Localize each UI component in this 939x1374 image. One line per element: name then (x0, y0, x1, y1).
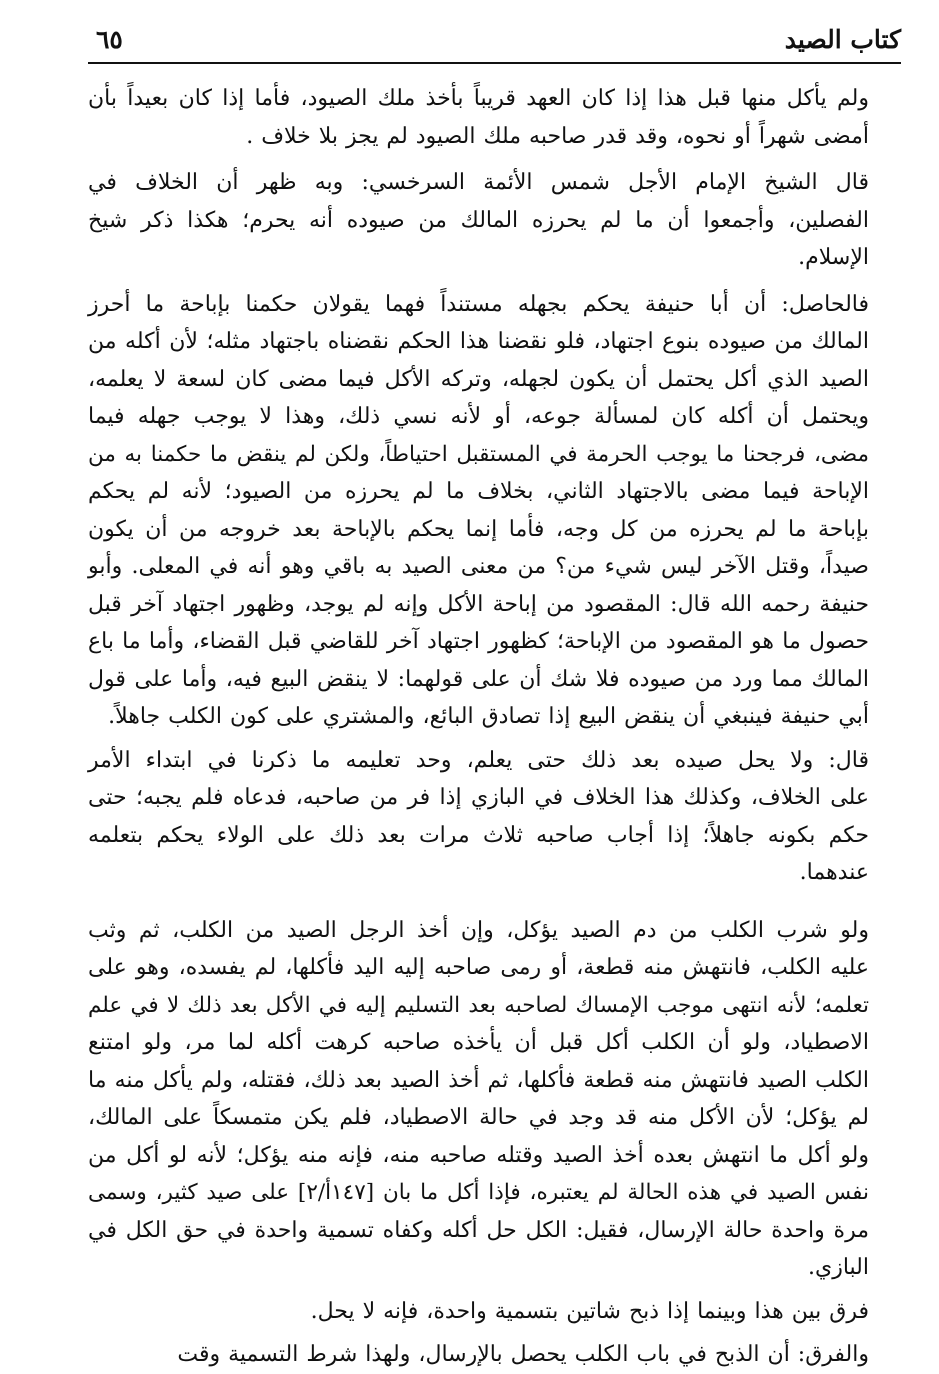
paragraph (88, 80, 901, 155)
text-line: الإباحة فيما مضى بالاجتهاد الثاني، بخلاف ما لم يحرزه من الصيود؛ لأنه لم يحكم (88, 479, 869, 504)
paragraph (88, 286, 901, 736)
text-line: الاصطياد، ولو أن الكلب أكل قبل أن يأخذه صاحبه كرهت أكله لما مر، ولو امتنع (88, 1030, 869, 1055)
text-line: حصول ما هو المقصود من الإباحة؛ كظهور اجتهاد آخر للقاضي قبل القضاء، وأما ما باع (88, 629, 869, 654)
text-line: أمضى شهراً أو نحوه، وقد قدر صاحبه ملك الصيود لم يجز بلا خلاف . (246, 123, 869, 149)
paragraph (88, 742, 901, 892)
paragraph (88, 1293, 901, 1331)
text-line: أبي حنيفة فينبغي أن ينقض البيع إذا تصادق البائع، والمشتري على كون الكلب جاهلاً. (108, 704, 869, 729)
text-line: عندهما. (799, 860, 869, 885)
text-line: صيداً، وقتل الآخر ليس شيء من؟ من معنى الصيد به باقي وهو أنه في المعلى. وأبو (88, 554, 869, 579)
text-line: بإباحة ما لم يحرزه من كل وجه، فأما إنما يحكم بالإباحة بعد خروجه من أن يكون (88, 516, 869, 542)
text-line: الفصلين، وأجمعوا أن ما لم يحرزه المالك من صيوده أنه يحرم؛ هكذا ذكر شيخ (88, 207, 869, 233)
paragraph (88, 912, 901, 1287)
text-line: على الخلاف، وكذلك هذا الخلاف في البازي إذا فر من صاحبه، فدعاه فلم يجبه؛ حتى (88, 785, 869, 810)
text-line: مرة واحدة حالة الإرسال، فقيل: الكل حل أكله وكفاه تسمية واحدة في حق الكل في (88, 1217, 869, 1243)
text-line: المالك من صيوده بنوع اجتهاد، فلو نقضنا هذا الحكم نقضناه باجتهاد مثله؛ لأن أكله من (88, 329, 869, 354)
text-line: فرق بين هذا وبينما إذا ذبح شاتين بتسمية واحدة، فإنه لا يحل. (310, 1298, 869, 1324)
text-line: تعلمه؛ لأنه انتهى موجب الإمساك لصاحبه بعد التسليم إليه في الأكل بعد ذلك لا في علم (88, 992, 869, 1018)
text-line: ولو شرب الكلب من دم الصيد يؤكل، وإن أخذ الرجل الصيد من الكلب، ثم وثب (88, 917, 869, 943)
text-line: ويحتمل أن أكله كان لمسألة جوعه، أو لأنه نسي ذلك، وهذا لا يوجب جهله فيما (88, 404, 869, 429)
text-line: قال الشيخ الإمام الأجل شمس الأئمة السرخسي: وبه ظهر أن الخلاف في (88, 170, 869, 195)
running-title: كتاب الصيد (784, 25, 901, 54)
text-line: حكم بكونه جاهلاً؛ إذا أجاب صاحبه ثلاث مرات بعد ذلك على الولاء يحكم بتعلمه (88, 822, 869, 848)
body-text (88, 80, 901, 1374)
text-line: ولم يأكل منها قبل هذا إذا كان العهد قريباً بأخذ ملك الصيود، فأما إذا كان بعيداً بأن (88, 86, 869, 111)
page-header (88, 20, 901, 64)
text-line: نفس الصيد في هذه الحالة لم يعتبره، فإذا أكل ما بان [١٤٧أ/٢] على صيد كثير، وسمى (88, 1180, 869, 1205)
text-line: فالحاصل: أن أبا حنيفة يحكم بجهله مستنداً فهما يقولان حكمنا بإباحة ما أحرز (88, 291, 869, 317)
paragraph (88, 1336, 901, 1374)
text-line: المالك مما ورد من صيوده فلا شك أن على قولهما: لا ينقض البيع فيه، وأما على قول (88, 666, 869, 692)
page-number: ٦٥ (96, 25, 123, 54)
text-line: عليه الكلب، فانتهش منه قطعة، أو رمى صاحبه إليه اليد فأكلها، لم يفسده، وهو على (88, 955, 869, 980)
text-line: الكلب الصيد فانتهش منه قطعة فأكلها، ثم أخذ الصيد بعد ذلك، فقتله، ولم يأكل منه ما (88, 1067, 869, 1093)
text-line: حنيفة رحمه الله قال: المقصود من إباحة الأكل وإنه لم يوجد، وظهور اجتهاد آخر قبل (88, 591, 869, 617)
text-line: والفرق: أن الذبح في باب الكلب يحصل بالإرسال، ولهذا شرط التسمية وقت (177, 1342, 869, 1367)
text-line: الصيد الذي أكل يحتمل أن يكون لجهله، وتركه الأكل فيما مضى كان لسعة لا يعلمه، (88, 366, 869, 392)
text-line: مضى، فرجحنا ما يوجب الحرمة في المستقبل احتياطاً، ولكن لم ينقض ما حكمنا به من (88, 441, 869, 467)
text-line: البازي. (808, 1255, 869, 1280)
text-line: قال: ولا يحل صيده بعد ذلك حتى يعلم، وحد تعليمه ما ذكرنا في ابتداء الأمر (88, 747, 869, 773)
paragraph (88, 164, 901, 277)
text-line: الإسلام. (798, 245, 869, 270)
text-line: ولو أكل ما انتهش بعده أخذ الصيد وقتله صاحبه منه، فإنه منه يؤكل؛ لأنه لو أكل من (88, 1142, 869, 1168)
text-line: لم يؤكل؛ لأن الأكل منه قد وجد في حالة الاصطياد، فلم يكن متمسكاً على المالك، (88, 1105, 869, 1130)
